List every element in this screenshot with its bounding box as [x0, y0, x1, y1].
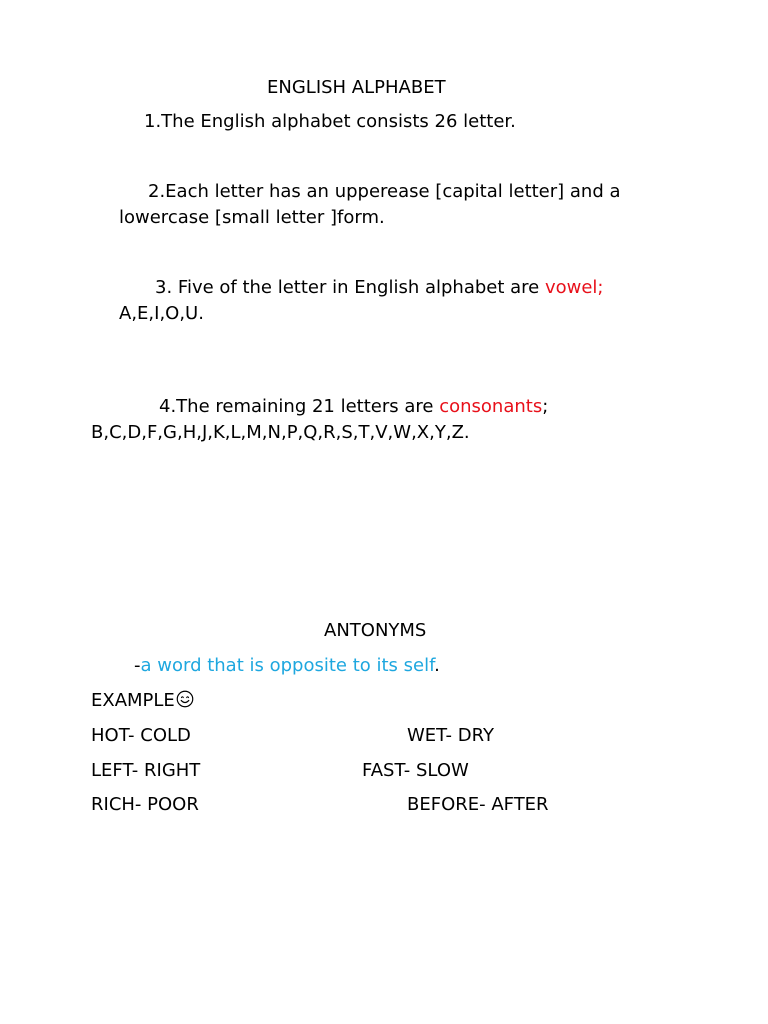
alphabet-title: ENGLISH ALPHABET — [267, 77, 446, 98]
antonym-pair-left: RICH- POOR — [91, 794, 199, 815]
antonym-pair-right: FAST- SLOW — [362, 760, 469, 781]
antonym-pair-left: HOT- COLD — [91, 725, 191, 746]
vowel-list: A,E,I,O,U. — [119, 303, 204, 324]
vowel-highlight: vowel; — [544, 277, 604, 298]
alphabet-point-2-line-2: lowercase [small letter ]form. — [119, 207, 385, 228]
antonyms-title: ANTONYMS — [324, 620, 427, 641]
alphabet-point-3-line-1 — [155, 275, 604, 301]
alphabet-point-4-line-1 — [159, 394, 548, 420]
consonant-list: B,C,D,F,G,H,J,K,L,M,N,P,Q,R,S,T,V,W,X,Y,Z. — [91, 422, 470, 443]
definition-text: a word that is opposite to its self — [140, 655, 435, 676]
antonym-pair-right: BEFORE- AFTER — [407, 794, 549, 815]
antonym-definition — [134, 653, 440, 679]
point-4-text: 4.The remaining 21 letters are — [159, 396, 440, 417]
point-3-text: 3. Five of the letter in English alphabet are — [155, 277, 545, 298]
antonym-pair-left: LEFT- RIGHT — [91, 760, 201, 781]
consonants-highlight: consonants — [439, 396, 543, 417]
example-label-text: EXAMPLE — [91, 690, 175, 711]
alphabet-point-2-line-1: 2.Each letter has an upperease [capital letter] and a — [148, 181, 621, 202]
point-4-semicolon: ; — [542, 396, 549, 417]
example-label — [91, 688, 194, 714]
definition-period: . — [434, 655, 440, 676]
antonym-pair-right: WET- DRY — [407, 725, 494, 746]
alphabet-point-1: 1.The English alphabet consists 26 letter. — [144, 111, 516, 132]
definition-dash: - — [134, 655, 141, 676]
smiley-face-icon — [176, 690, 194, 708]
